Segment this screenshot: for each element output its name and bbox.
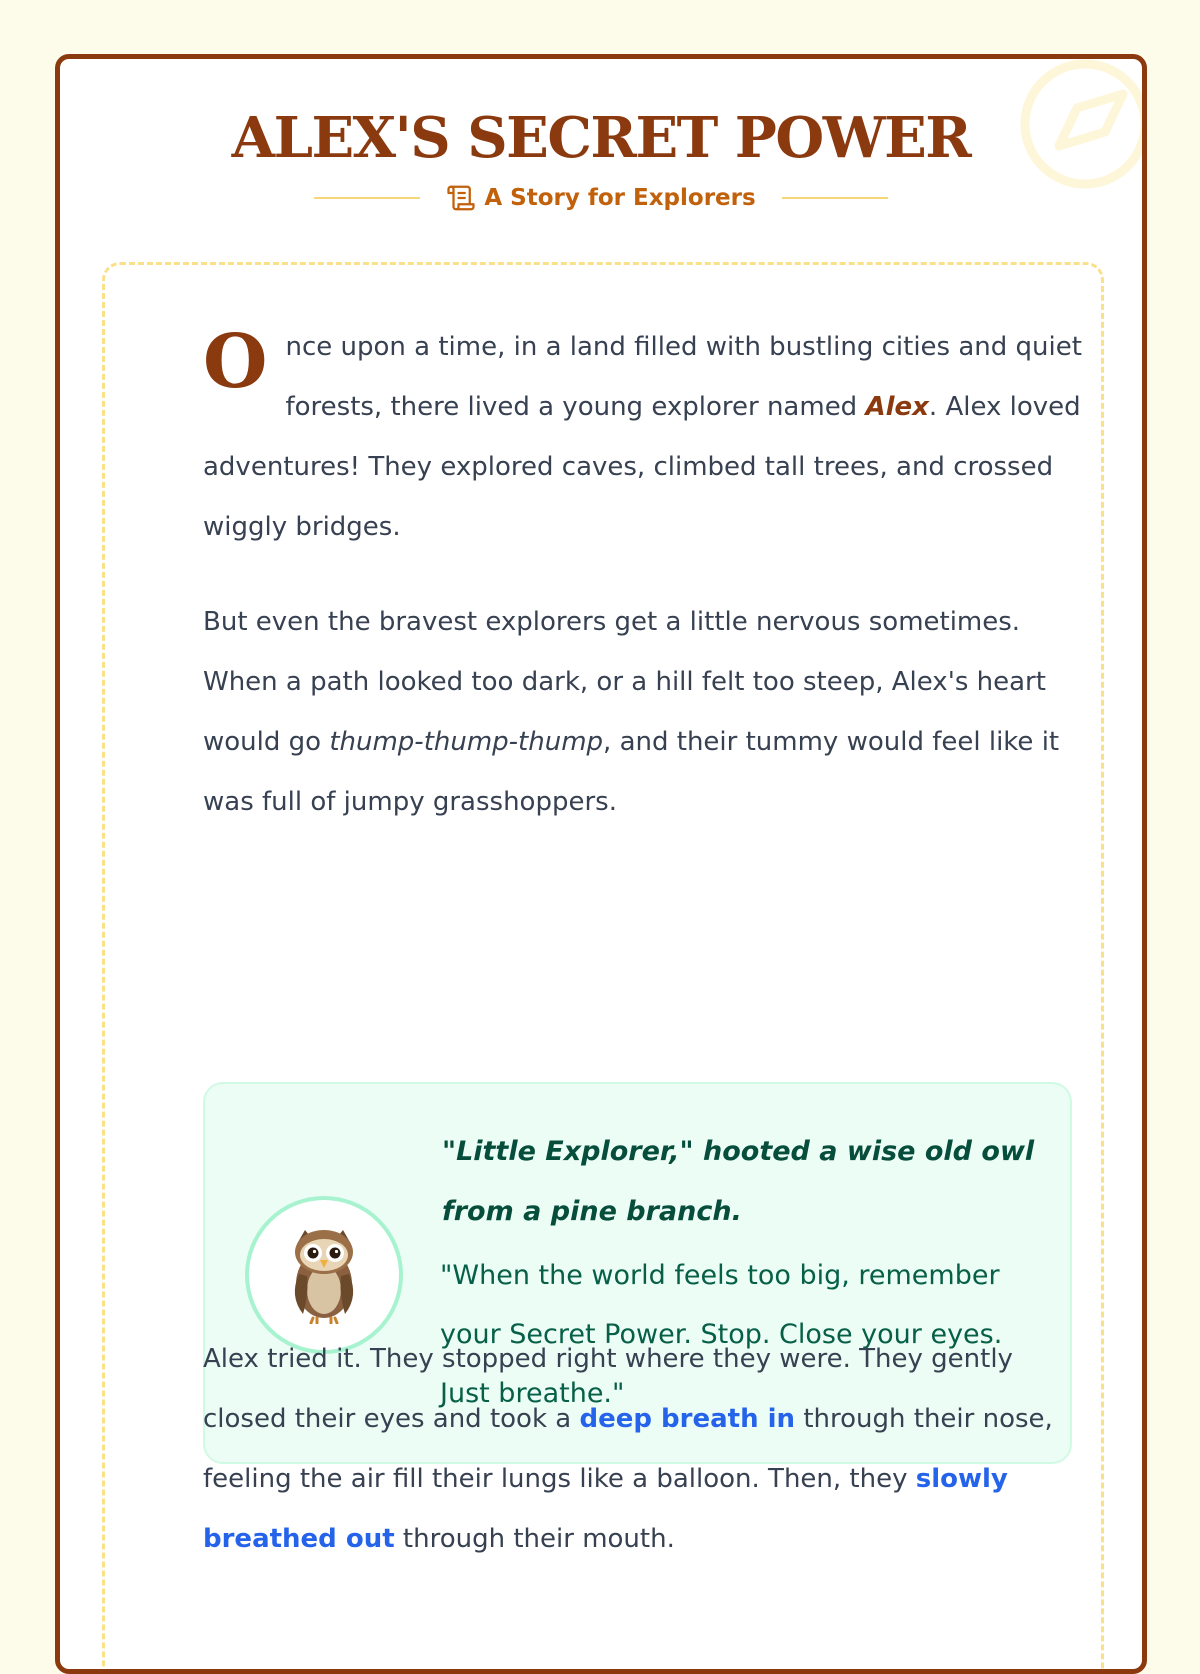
breathing-text-3: through their mouth. (394, 1524, 675, 1554)
owl-icon (287, 1224, 361, 1324)
heartbeat-emphasis: thump-thump-thump (329, 727, 604, 757)
subtitle-row (60, 183, 1142, 213)
story-body (102, 262, 1104, 1674)
breathing-text-1: Alex tried it. They stopped right where they were. They gently closed their eyes and took a (203, 1344, 1013, 1434)
story-subtitle (446, 183, 755, 213)
paragraph-breathing (203, 1329, 1083, 1569)
breathing-text-2: through their nose, feeling the air fill their lungs like a balloon. Then, they (203, 1404, 1053, 1494)
subtitle-text: A Story for Explorers (484, 185, 756, 211)
nervous-text-start: But even the bravest explorers get a little nervous sometimes. When a path looked too dark, or a hill felt too steep, Alex's heart would go (203, 607, 1046, 757)
breath-out-highlight: slowly breathed out (203, 1464, 1008, 1554)
divider-right (782, 197, 888, 199)
story-title: ALEX'S SECRET POWER (231, 105, 971, 171)
scroll-icon (446, 183, 476, 213)
intro-text-start: nce upon a time, in a land filled with bustling cities and quiet forests, there lived a young explorer named (285, 332, 1082, 422)
intro-text-end: . Alex loved adventures! They explored caves, climbed tall trees, and crossed wiggly bridges. (203, 392, 1081, 542)
paragraph-intro (203, 317, 1083, 557)
divider-left (314, 197, 420, 199)
story-card (55, 54, 1147, 1674)
hero-name: Alex (865, 392, 929, 422)
breath-in-highlight: deep breath in (579, 1404, 796, 1434)
paragraph-nervous (203, 592, 1083, 832)
nervous-text-end: , and their tummy would feel like it was full of jumpy grasshoppers. (203, 727, 1060, 817)
owl-lead: "Little Explorer," hooted a wise old owl from a pine branch. (442, 1136, 1035, 1227)
owl-quote: "When the world feels too big, remember your Secret Power. Stop. Close your eyes. Just breathe." (440, 1260, 1003, 1409)
drop-cap: O (203, 319, 268, 405)
